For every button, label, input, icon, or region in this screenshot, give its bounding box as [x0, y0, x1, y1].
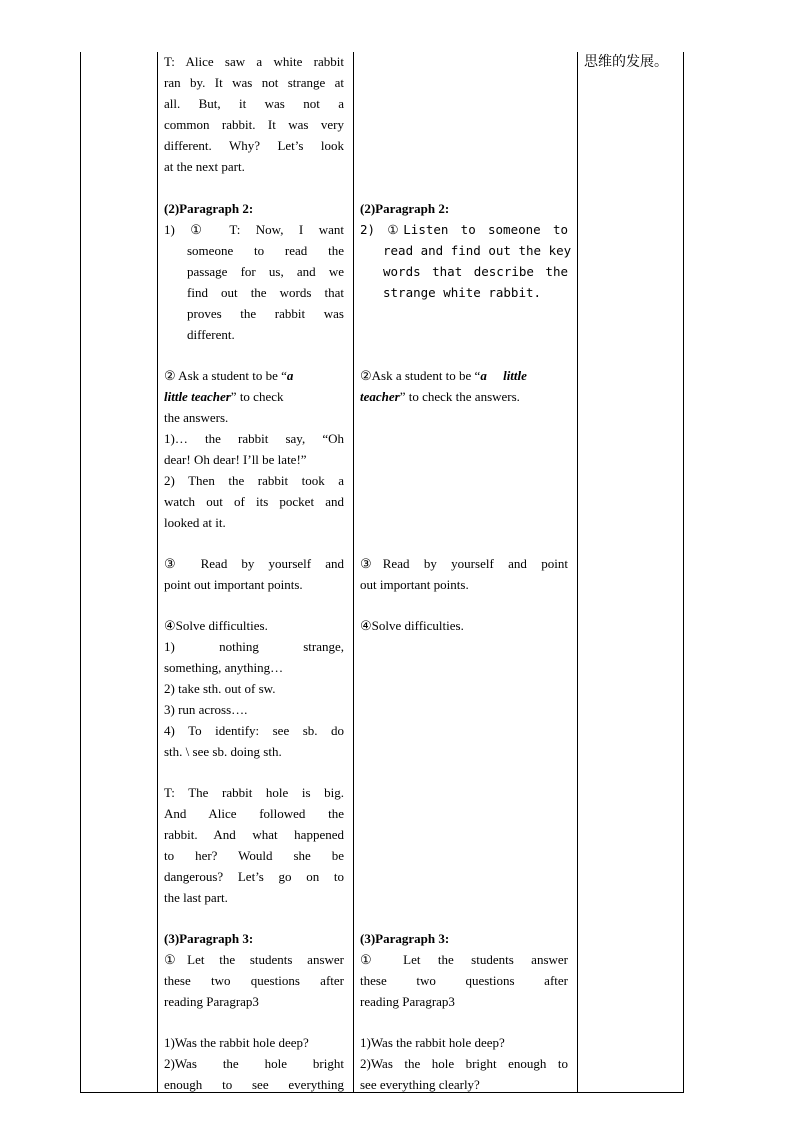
little-teacher-emphasis: a	[286, 368, 294, 383]
intro-line: different. Why? Let’s look	[164, 138, 344, 153]
p2-step4-line: something, anything…	[164, 660, 284, 675]
transition-line: T: The rabbit hole is big.	[164, 785, 344, 800]
p2-step1-line: read and find out the key	[383, 243, 572, 258]
lesson-plan-table	[80, 52, 684, 1093]
p2-step2-line: 1)… the rabbit say, “Oh	[164, 431, 344, 446]
p2-step4-line: sth. \ see sb. doing sth.	[164, 744, 282, 759]
transition-line: And Alice followed the	[164, 806, 344, 821]
p2-step4-line: 4) To identify: see sb. do	[164, 723, 344, 738]
p2-step1-line: words that describe the	[383, 264, 568, 279]
p2-step3-line: ③ Read by yourself and	[164, 556, 344, 571]
p3-question-line: 1)Was the rabbit hole deep?	[164, 1035, 309, 1050]
p2-step4-line: ④Solve difficulties.	[164, 618, 268, 633]
p2-step4-line: 3) run across….	[164, 702, 248, 717]
p3-step1-line: these two questions after	[164, 973, 344, 988]
p2-step1-line: someone to read the	[187, 243, 344, 258]
p3-question-line: enough to see everything	[164, 1077, 344, 1092]
p2-step2-text: ” to check	[230, 389, 284, 404]
little-teacher-emphasis: little teacher	[164, 389, 231, 404]
column-divider-3	[577, 52, 578, 1093]
p3-step1-line: reading Paragrap3	[360, 994, 455, 1009]
table-border-right	[683, 52, 684, 1093]
p2-step1-line: proves the rabbit was	[187, 306, 344, 321]
p2-step1-line: 1) ① T: Now, I want	[164, 222, 344, 237]
paragraph-3-heading: (3)Paragraph 3:	[360, 931, 450, 946]
step-column-cell	[80, 52, 157, 1093]
p2-step2-line: looked at it.	[164, 515, 226, 530]
p2-step2-second-line	[164, 387, 344, 408]
transition-line: the last part.	[164, 890, 228, 905]
transition-line: to her? Would she be	[164, 848, 344, 863]
intro-line: common rabbit. It was very	[164, 117, 344, 132]
intro-line: all. But, it was not a	[164, 96, 344, 111]
p2-step2-line: dear! Oh dear! I’ll be late!”	[164, 452, 307, 467]
p2-step3-line: out important points.	[360, 577, 469, 592]
p2-step2-text: ②Ask a student to be “	[360, 368, 481, 383]
p2-step3-line: point out important points.	[164, 577, 303, 592]
p2-step4-line: ④Solve difficulties.	[360, 618, 464, 633]
p2-step1-line: 2) ①Listen to someone to	[360, 222, 568, 237]
p2-step2-second-line	[360, 387, 568, 408]
p2-step1-line: strange white rabbit.	[383, 285, 542, 300]
p3-question-line: 1)Was the rabbit hole deep?	[360, 1035, 505, 1050]
p3-question-line: 2)Was the hole bright enough to	[360, 1056, 568, 1071]
column-divider-1	[157, 52, 158, 1093]
p2-step2-line: 2) Then the rabbit took a	[164, 473, 344, 488]
p2-step2-text: ” to check the answers.	[399, 389, 520, 404]
p2-step2-line: watch out of its pocket and	[164, 494, 344, 509]
transition-line: dangerous? Let’s go on to	[164, 869, 344, 884]
p2-step1-line: find out the words that	[187, 285, 344, 300]
p2-step1-line: passage for us, and we	[187, 264, 344, 279]
purpose-text: 思维的发展。	[584, 54, 668, 70]
p2-step1-line: different.	[187, 327, 235, 342]
p2-step4-line: 2) take sth. out of sw.	[164, 681, 276, 696]
intro-line: at the next part.	[164, 159, 245, 174]
column-divider-2	[353, 52, 354, 1093]
transition-line: rabbit. And what happened	[164, 827, 344, 842]
p3-step1-line: reading Paragrap3	[164, 994, 259, 1009]
p2-step2-first-line	[360, 366, 568, 387]
p2-step3-line: ③Read by yourself and point	[360, 556, 568, 571]
little-teacher-emphasis: a little	[480, 368, 527, 383]
p2-step2-line: the answers.	[164, 410, 229, 425]
p3-question-line: see everything clearly?	[360, 1077, 480, 1092]
paragraph-2-heading: (2)Paragraph 2:	[164, 201, 254, 216]
intro-line: ran by. It was not strange at	[164, 75, 344, 90]
p2-step2-first-line	[164, 366, 344, 387]
p3-step1-line: ①Let the students answer	[164, 952, 344, 967]
p3-step1-line: ① Let the students answer	[360, 952, 568, 967]
p2-step4-line: 1) nothing strange,	[164, 639, 344, 654]
intro-line: T: Alice saw a white rabbit	[164, 54, 344, 69]
p3-step1-line: these two questions after	[360, 973, 568, 988]
paragraph-2-heading: (2)Paragraph 2:	[360, 201, 450, 216]
p2-step2-text: ② Ask a student to be “	[164, 368, 287, 383]
p3-question-line: 2)Was the hole bright	[164, 1056, 344, 1071]
paragraph-3-heading: (3)Paragraph 3:	[164, 931, 254, 946]
little-teacher-emphasis: teacher	[360, 389, 400, 404]
